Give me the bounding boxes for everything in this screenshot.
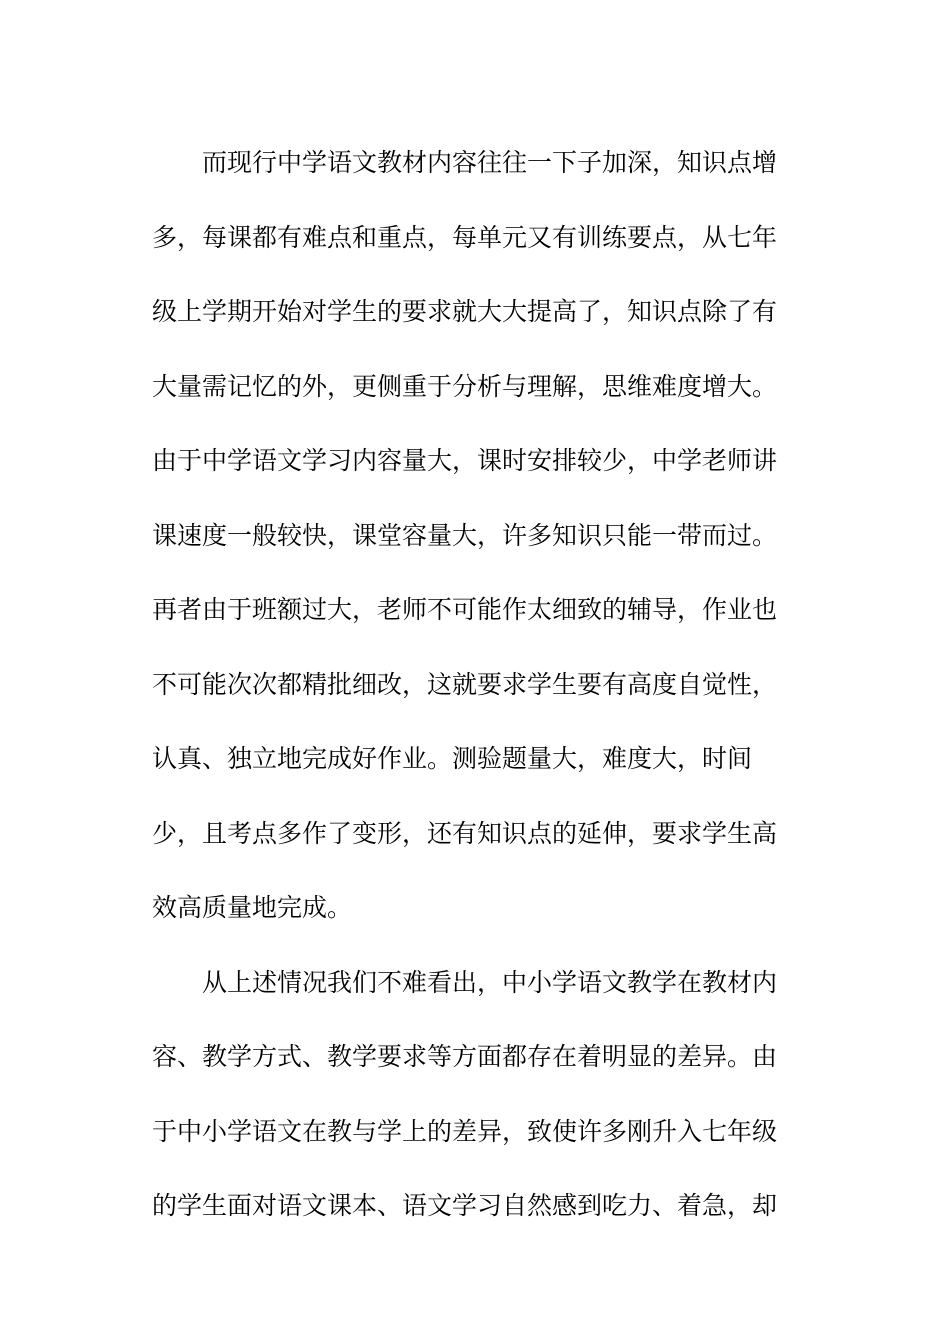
paragraph-line: 再者由于班额过大，老师不可能作太细致的辅导，作业也 bbox=[152, 595, 778, 624]
paragraph-line: 大量需记忆的外，更侧重于分析与理解，思维难度增大。 bbox=[152, 371, 778, 401]
paragraph-line: 级上学期开始对学生的要求就大大提高了，知识点除了有 bbox=[152, 297, 778, 326]
paragraph-line: 的学生面对语文课本、语文学习自然感到吃力、着急，却 bbox=[152, 1191, 778, 1220]
paragraph-line: 认真、独立地完成好作业。测验题量大，难度大，时间 bbox=[152, 744, 753, 773]
paragraph-line: 课速度一般较快，课堂容量大，许多知识只能一带而过。 bbox=[152, 520, 778, 550]
paragraph-1 bbox=[152, 126, 792, 946]
paragraph-line: 而现行中学语文教材内容往往一下子加深，知识点增 bbox=[202, 148, 778, 177]
paragraph-line: 效高质量地完成。 bbox=[152, 893, 353, 922]
paragraph-line: 容、教学方式、教学要求等方面都存在着明显的差异。由 bbox=[152, 1042, 778, 1071]
paragraph-line: 多，每课都有难点和重点，每单元又有训练要点，从七年 bbox=[152, 222, 778, 252]
paragraph-line: 不可能次次都精批细改，这就要求学生要有高度自觉性， bbox=[152, 669, 778, 699]
body-text bbox=[152, 126, 792, 1244]
paragraph-line: 少，且考点多作了变形，还有知识点的延伸，要求学生高 bbox=[152, 818, 778, 848]
paragraph-line: 于中小学语文在教与学上的差异，致使许多刚升入七年级 bbox=[152, 1116, 778, 1146]
paragraph-2 bbox=[152, 946, 792, 1244]
paragraph-line: 由于中学语文学习内容量大，课时安排较少，中学老师讲 bbox=[152, 446, 778, 475]
paragraph-line: 从上述情况我们不难看出，中小学语文教学在教材内 bbox=[202, 967, 778, 997]
